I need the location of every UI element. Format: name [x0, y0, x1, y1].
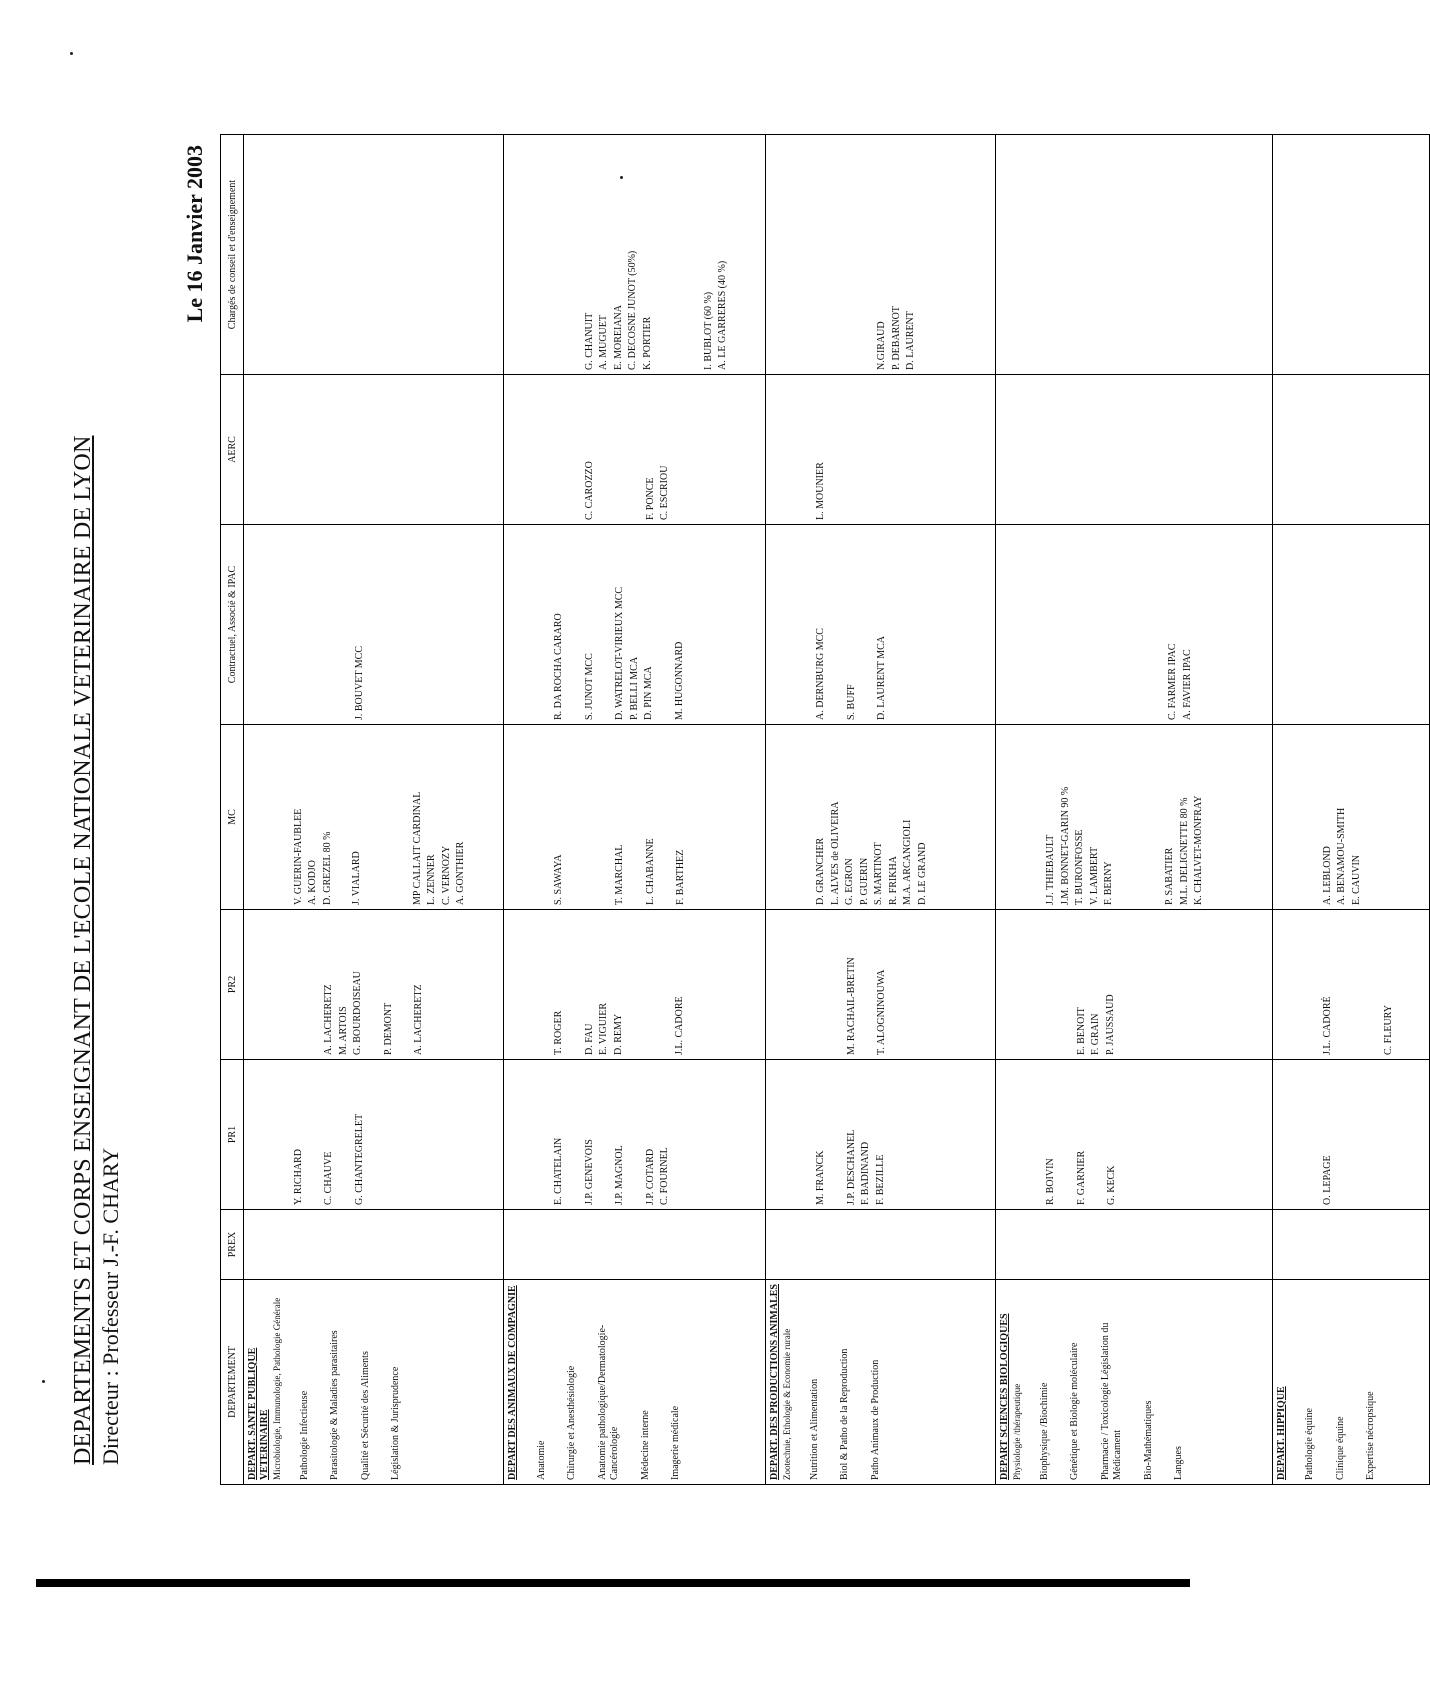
department-row [504, 135, 766, 1485]
department-subtitle: Physiologie /thérapeutique [1011, 1383, 1022, 1480]
charges-cell [504, 135, 766, 375]
staff-name: C. ESCRIOU [659, 465, 670, 520]
staff-name: K. CHALVET-MONFRAY [1193, 795, 1204, 905]
staff-name: D. REMY [612, 1013, 624, 1055]
staff-name: D. LE GRAND [916, 842, 928, 905]
staff-name: G. CHANTEGRELET [353, 1113, 365, 1205]
staff-name: V. GUERIN-FAUBLEE [292, 808, 304, 905]
mc-cell [766, 725, 996, 910]
aerc-cell [504, 375, 766, 525]
staff-name: M. RACHAIL-BRETIN [845, 957, 857, 1055]
staff-name: E. BENOIT [1075, 1007, 1087, 1055]
mc-cell [504, 725, 766, 910]
staff-name: R. DA ROCHA CARARO [553, 613, 564, 720]
staff-name: L. ZENNER [426, 854, 437, 905]
column-header: DEPARTEMENT [221, 1280, 244, 1485]
staff-name: A. LACHERETZ [413, 984, 424, 1055]
staff-name: J.P. DESCHANEL [845, 1129, 857, 1205]
staff-name: P. DEBARNOT [890, 306, 902, 370]
discipline-label: Pharmacie / Toxicologie Législation du Médicament [1099, 1322, 1124, 1480]
document-date: Le 16 Janvier 2003 [182, 145, 207, 323]
contract-cell [504, 525, 766, 725]
staff-name: C. FLEURY [1382, 1004, 1394, 1055]
discipline-label: Biol & Patho de la Reproduction [839, 1348, 851, 1480]
staff-name: E. CAUVIN [1350, 855, 1362, 905]
department-row [1272, 135, 1430, 1485]
staff-name: C. CHAUVE [323, 1151, 334, 1205]
pr1-cell [243, 1060, 504, 1210]
discipline-label: Législation & Jurisprudence [390, 1366, 402, 1480]
staff-name: S. SAWAYA [553, 854, 564, 905]
discipline-label: Bio-Mathématiques [1142, 1400, 1154, 1480]
mc-cell [996, 725, 1273, 910]
staff-name: L. MOUNIER [815, 462, 826, 520]
staff-name: C. CAROZZO [583, 461, 595, 520]
staff-name: T. ROGER [553, 1010, 564, 1055]
charges-cell [1272, 135, 1430, 375]
contract-cell [766, 525, 996, 725]
prex-cell [504, 1210, 766, 1280]
charges-cell [243, 135, 504, 375]
staff-name: A. KODJO [307, 860, 318, 905]
department-cell [1272, 1280, 1430, 1485]
scan-speck [42, 1380, 45, 1383]
column-header: PR2 [221, 910, 244, 1060]
staff-name: M. ARTOIS [337, 1006, 349, 1055]
mc-cell [1272, 725, 1430, 910]
staff-name: A. FAVIER IPAC [1181, 649, 1193, 720]
staff-name: J.J. THIEBAULT [1045, 834, 1056, 905]
prex-cell [243, 1210, 504, 1280]
staff-name: D. LAURENT [905, 311, 916, 370]
staff-name: T. ALOGNINOUWA [876, 969, 887, 1055]
department-cell [243, 1280, 504, 1485]
column-header: Chargés de conseil et d'enseignement [221, 135, 244, 375]
charges-cell [996, 135, 1273, 375]
discipline-label: Patho Animaux de Production [869, 1359, 881, 1480]
prex-cell [996, 1210, 1273, 1280]
department-subtitle: Zootechnie, Ethologie & Economie rurale [781, 1328, 792, 1480]
staff-name: S. JUNOT MCC [583, 653, 595, 720]
staff-name: T. MARCHAL [614, 844, 625, 905]
department-row [243, 135, 504, 1485]
discipline-label: Médecine interne [639, 1410, 651, 1480]
staff-name: M.L. DELIGNETTE 80 % [1178, 797, 1190, 905]
staff-name: M. FRANCK [815, 1150, 826, 1205]
staff-name: V. LAMBERT [1088, 846, 1100, 905]
staff-name: D. WATRELOT-VIRIEUX MCC [614, 586, 625, 720]
document-title: DEPARTEMENTS ET CORPS ENSEIGNANT DE L'ECOLE NATIONALE VETERINAIRE DE LYON [70, 435, 96, 1465]
staff-name: M.A. ARCANGIOLI [902, 819, 913, 905]
aerc-cell [996, 375, 1273, 525]
staff-name: P. GUERIN [858, 857, 870, 905]
staff-name: A. DERNBURG MCC [815, 628, 826, 720]
prex-cell [766, 1210, 996, 1280]
staff-name: K. PORTIER [641, 316, 653, 370]
staff-name: O. LEPAGE [1321, 1155, 1333, 1205]
column-header: PREX [221, 1210, 244, 1280]
discipline-label: Langues [1173, 1446, 1185, 1480]
column-header: AERC [221, 375, 244, 525]
staff-name: P. BELLI MCA [628, 656, 640, 720]
staff-name: D. PIN MCA [643, 666, 654, 720]
department-title: DEPART. HIPPIQUE [1275, 1386, 1287, 1480]
staff-name: S. MARTINOT [873, 842, 884, 905]
prex-cell [1272, 1210, 1430, 1280]
staff-table [220, 134, 1430, 1485]
staff-name: D. GRANCHER [815, 837, 826, 905]
staff-name: C. DECOSNE JUNOT (50%) [627, 250, 638, 370]
discipline-label: Pathologie équine [1304, 1408, 1315, 1480]
staff-name: D. LAURENT MCA [876, 636, 887, 720]
staff-name: I. BUBLOT (60 %) [702, 291, 714, 370]
contract-cell [243, 525, 504, 725]
pr2-cell [766, 910, 996, 1060]
staff-name: D. GREZEL 80 % [321, 831, 333, 905]
pr2-cell [504, 910, 766, 1060]
aerc-cell [766, 375, 996, 525]
staff-name: A. LEBLOND [1321, 846, 1333, 905]
staff-name: G. CHANUIT [583, 312, 595, 370]
pr1-cell [766, 1060, 996, 1210]
charges-cell [766, 135, 996, 375]
discipline-label: Pathologie Infectieuse [298, 1390, 310, 1480]
contract-cell [996, 525, 1273, 725]
staff-table-wrapper [220, 135, 1394, 1485]
pr2-cell [243, 910, 504, 1060]
staff-name: N.GIRAUD [876, 321, 887, 370]
staff-name: C. VERNOZY [440, 845, 452, 905]
department-title: DEPART SCIENCES BIOLOGIQUES [999, 1313, 1010, 1480]
staff-name: P. SABATIER [1164, 847, 1175, 905]
staff-name: F. BERNY [1103, 861, 1114, 905]
staff-name: G. BOURDOISEAU [352, 971, 363, 1055]
staff-name: T. BURONFOSSE [1074, 829, 1085, 905]
staff-name: E. VIGUIER [598, 1002, 609, 1055]
staff-name: Y. RICHARD [292, 1149, 304, 1205]
pr2-cell [996, 910, 1273, 1060]
pr1-cell [996, 1060, 1273, 1210]
column-header: PR1 [221, 1060, 244, 1210]
director-line: Directeur : Professeur J.-F. CHARY [98, 1147, 123, 1465]
staff-name: P. JAUSSAUD [1104, 994, 1116, 1055]
staff-name: A. LACHERETZ [323, 984, 334, 1055]
contract-cell [1272, 525, 1430, 725]
discipline-label: Qualité et Sécurité des Aliments [359, 1351, 371, 1480]
discipline-label: Nutrition et Alimentation [808, 1378, 820, 1480]
staff-name: F. GRAIN [1090, 1013, 1101, 1055]
aerc-cell [243, 375, 504, 525]
department-subtitle: Microbiologie, Immunologie, Pathologie Générale [271, 1297, 282, 1480]
staff-name: P. DEMONT [382, 1002, 394, 1055]
scan-edge-rule [36, 1579, 1190, 1587]
staff-name: MP CALLAIT CARDINAL [411, 791, 423, 905]
mc-cell [243, 725, 504, 910]
department-title: DEPART DES ANIMAUX DE COMPAGNIE [507, 1285, 518, 1480]
staff-name: F. BEZILLE [874, 1154, 886, 1205]
discipline-label: Parasitologie & Maladies parasitaires [329, 1330, 341, 1480]
staff-name: F. BADINAND [860, 1141, 871, 1205]
discipline-label: Expertise nécropsique [1365, 1391, 1376, 1480]
table-header-row [221, 135, 244, 1485]
department-cell [766, 1280, 996, 1485]
staff-name: G. KECK [1106, 1165, 1117, 1205]
pr2-cell [1272, 910, 1430, 1060]
scan-speck [70, 52, 73, 55]
staff-name: A. MUGUET [598, 315, 609, 370]
discipline-label: Chirurgie et Anesthésiologie [566, 1365, 577, 1480]
department-cell [996, 1280, 1273, 1485]
staff-name: C. FOURNEL [659, 1147, 670, 1205]
staff-name: A. GONTHIER [455, 841, 466, 905]
staff-name: J.M. BONNET-GARIN 90 % [1059, 786, 1071, 905]
staff-name: F. BARTHEZ [675, 849, 686, 905]
column-header: MC [221, 725, 244, 910]
table-body [243, 135, 1430, 1485]
staff-name [336, 729, 349, 905]
discipline-label: Anatomie [535, 1440, 547, 1480]
discipline-label: Génétique et Biologie moléculaire [1069, 1342, 1081, 1480]
department-title: DEPART. DES PRODUCTIONS ANIMALES [769, 1284, 780, 1480]
scan-speck [620, 176, 623, 179]
rotated-sheet [70, 135, 1394, 1485]
staff-name: A. LE GARRERES (40 %) [717, 260, 728, 370]
discipline-label: Clinique équine [1334, 1416, 1346, 1480]
staff-name: R. BOIVIN [1045, 1158, 1056, 1205]
staff-name: J.L. CADORÉ [1321, 996, 1333, 1055]
staff-name: D. FAU [583, 1023, 595, 1055]
staff-name: J. VIALARD [350, 851, 362, 905]
discipline-label: Imagerie médicale [670, 1405, 681, 1480]
staff-name: S. BUFF [845, 684, 857, 720]
discipline-label: Anatomie pathologique/Dermatologie-Cancérologie [596, 1324, 620, 1480]
department-row [766, 135, 996, 1485]
discipline-label: Biophysique /Biochimie [1038, 1382, 1050, 1480]
staff-name: M. HUGONNARD [673, 641, 685, 720]
staff-name: J.P. COTARD [644, 1148, 656, 1205]
staff-name: L. ALVES de OLIVEIRA [829, 801, 841, 905]
column-header: Contractuel, Associé & IPAC [221, 525, 244, 725]
staff-name: J.P. MAGNOL [614, 1145, 625, 1205]
department-row [996, 135, 1273, 1485]
staff-name: J. BOUVET MCC [353, 646, 365, 720]
staff-name: G. EGRON [844, 858, 855, 905]
staff-name: E. CHATELAIN [553, 1137, 564, 1205]
staff-name: F. GARNIER [1075, 1150, 1087, 1205]
pr1-cell [1272, 1060, 1430, 1210]
staff-name: F. PONCE [644, 477, 656, 520]
staff-name: R. FRIKHA [887, 856, 899, 905]
department-title: DEPART. SANTE PUBLIQUE VETERINAIRE [246, 1347, 270, 1480]
staff-name: E. MOREIANA [612, 305, 624, 370]
aerc-cell [1272, 375, 1430, 525]
staff-name: J.P. GENEVOIS [583, 1139, 595, 1205]
staff-name: J.L. CADORE [673, 996, 685, 1055]
department-cell [504, 1280, 766, 1485]
pr1-cell [504, 1060, 766, 1210]
staff-name: A. BENAMOU-SMITH [1336, 807, 1347, 905]
staff-name: L. CHABANNE [644, 838, 656, 905]
staff-name: C. FARMER IPAC [1167, 643, 1178, 720]
